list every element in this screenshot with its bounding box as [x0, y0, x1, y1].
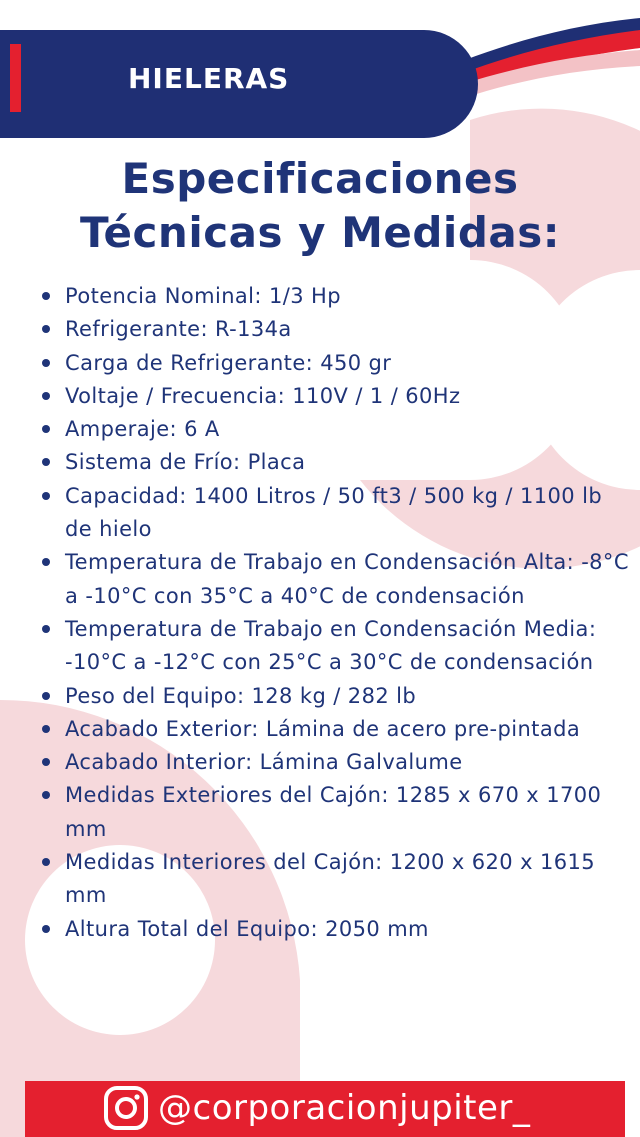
spec-item [40, 347, 630, 380]
bullet-icon [42, 791, 50, 799]
bullet-icon [42, 359, 50, 367]
spec-text: Capacidad: 1400 Litros / 50 ft3 / 500 kg / 1100 lb de hielo [65, 483, 603, 542]
spec-text: Temperatura de Trabajo en Condensación Alta: -8°C a -10°C con 35°C a 40°C de condensación [65, 550, 629, 608]
category-title: HIELERAS [128, 62, 290, 95]
bullet-icon [42, 392, 50, 400]
spec-text: Potencia Nominal: 1/3 Hp [65, 284, 341, 308]
spec-text: Amperaje: 6 A [65, 417, 220, 442]
heading-line-2: Técnicas y Medidas: [79, 208, 561, 257]
spec-item [40, 779, 630, 846]
spec-text: Peso del Equipo: 128 kg / 282 lb [65, 683, 417, 708]
bullet-icon [42, 625, 50, 633]
spec-item [40, 680, 630, 713]
spec-item [40, 380, 630, 413]
spec-text: Medidas Interiores del Cajón: 1200 x 620 x 1615 mm [65, 850, 596, 908]
spec-text: Acabado Interior: Lámina Galvalume [65, 750, 463, 775]
bullet-icon [42, 725, 50, 733]
spec-item [40, 313, 630, 346]
spec-item [40, 413, 630, 446]
spec-item [40, 280, 630, 313]
spec-item [40, 746, 630, 779]
spec-item [40, 446, 630, 479]
spec-item [40, 713, 630, 746]
spec-item [40, 846, 630, 913]
spec-item [40, 546, 630, 613]
bullet-icon [42, 292, 50, 300]
bullet-icon [42, 458, 50, 466]
bullet-icon [42, 925, 50, 933]
spec-text: Acabado Exterior: Lámina de acero pre-pintada [65, 716, 581, 741]
bullet-icon [42, 558, 50, 566]
heading-line-1: Especificaciones [121, 154, 519, 203]
page-heading [0, 152, 640, 260]
spec-text: Sistema de Frío: Placa [65, 450, 306, 475]
bullet-icon [42, 425, 50, 433]
bullet-icon [42, 492, 50, 500]
bullet-icon [42, 758, 50, 766]
header-accent-bar [10, 44, 21, 112]
bullet-icon [42, 692, 50, 700]
spec-text: Carga de Refrigerante: 450 gr [65, 350, 392, 375]
spec-text: Voltaje / Frecuencia: 110V / 1 / 60Hz [65, 383, 461, 408]
instagram-handle-link[interactable]: @corporacionjupiter_ [158, 1088, 531, 1128]
instagram-icon[interactable] [103, 1085, 149, 1131]
spec-text: Altura Total del Equipo: 2050 mm [65, 916, 429, 941]
spec-list [40, 280, 630, 946]
spec-item [40, 613, 630, 680]
spec-item [40, 913, 630, 946]
bullet-icon [42, 325, 50, 333]
spec-text: Medidas Exteriores del Cajón: 1285 x 670 x 1700 mm [65, 783, 602, 841]
spec-item [40, 480, 630, 547]
spec-text: Temperatura de Trabajo en Condensación Media: -10°C a -12°C con 25°C a 30°C de condensación [65, 616, 597, 675]
bullet-icon [42, 858, 50, 866]
spec-text: Refrigerante: R-134a [65, 317, 292, 342]
